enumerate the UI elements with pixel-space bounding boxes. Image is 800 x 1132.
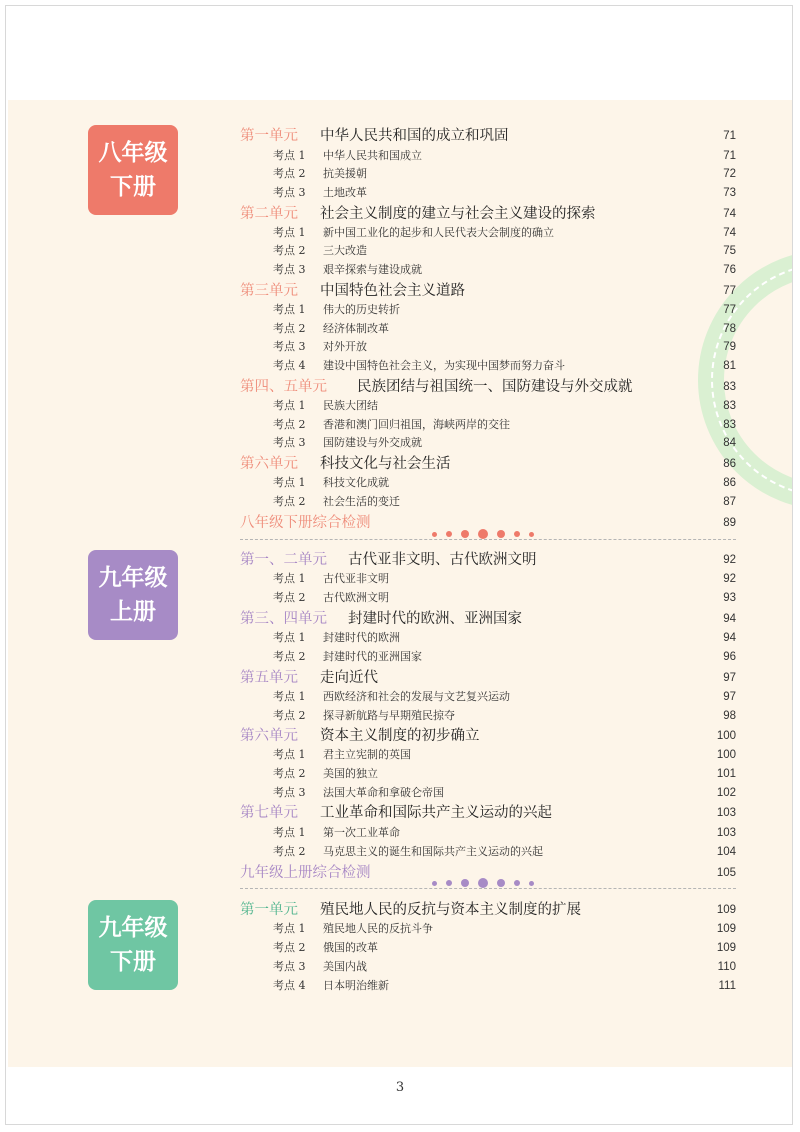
toc-point-row[interactable] (240, 920, 736, 938)
point-title: 艰辛探索与建设成就 (323, 263, 422, 276)
point-label: 考点 2 (273, 767, 306, 780)
separator-dot (446, 880, 452, 886)
test-title: 八年级下册综合检测 (240, 515, 371, 531)
point-label: 考点 4 (273, 979, 306, 992)
page-ref: 103 (716, 827, 736, 839)
point-title: 伟大的历史转折 (323, 303, 400, 316)
page-ref: 104 (716, 846, 736, 858)
unit-title: 资本主义制度的初步确立 (320, 728, 480, 744)
page-ref: 83 (723, 381, 736, 393)
separator-dot (432, 881, 437, 886)
unit-number: 第一单元 (240, 902, 298, 918)
point-label: 考点 1 (273, 149, 306, 162)
page-ref: 73 (723, 187, 736, 199)
point-label: 考点 2 (273, 244, 306, 257)
point-title: 古代亚非文明 (323, 572, 389, 585)
page-ref: 97 (723, 691, 736, 703)
page-ref: 72 (723, 168, 736, 180)
page-ref: 101 (716, 768, 736, 780)
toc-unit-row[interactable] (240, 282, 736, 300)
point-label: 考点 1 (273, 826, 306, 839)
point-title: 封建时代的亚洲国家 (323, 650, 422, 663)
point-label: 考点 1 (273, 303, 306, 316)
toc-unit-row[interactable] (240, 551, 736, 569)
point-label: 考点 2 (273, 418, 306, 431)
unit-number: 第七单元 (240, 805, 298, 821)
section-separator (240, 877, 736, 889)
page-ref: 94 (723, 632, 736, 644)
toc-point-row[interactable] (240, 357, 736, 375)
unit-number: 第五单元 (240, 670, 298, 686)
separator-dot (478, 529, 488, 539)
toc-point-row[interactable] (240, 977, 736, 995)
separator-dot (478, 878, 488, 888)
point-label: 考点 1 (273, 631, 306, 644)
point-title: 中华人民共和国成立 (323, 149, 422, 162)
toc-unit-row[interactable] (240, 378, 736, 396)
separator-dot (461, 879, 469, 887)
point-label: 考点 2 (273, 941, 306, 954)
point-title: 封建时代的欧洲 (323, 631, 400, 644)
point-label: 考点 2 (273, 495, 306, 508)
separator-line (240, 539, 736, 540)
page-ref: 75 (723, 245, 736, 257)
toc-unit-row[interactable] (240, 901, 736, 919)
grade-badge-9-first (88, 550, 178, 640)
page-ref: 83 (723, 419, 736, 431)
page-ref: 86 (723, 477, 736, 489)
unit-title: 中国特色社会主义道路 (320, 283, 465, 299)
page-ref: 78 (723, 323, 736, 335)
separator-dot (514, 531, 520, 537)
page-ref: 81 (723, 360, 736, 372)
point-title: 三大改造 (323, 244, 367, 257)
unit-number: 第三、四单元 (240, 611, 327, 627)
point-label: 考点 3 (273, 786, 306, 799)
separator-dot (432, 532, 437, 537)
toc-unit-row[interactable] (240, 205, 736, 223)
point-label: 考点 2 (273, 845, 306, 858)
unit-title: 社会主义制度的建立与社会主义建设的探索 (320, 206, 596, 222)
toc-point-row[interactable] (240, 301, 736, 319)
point-label: 考点 3 (273, 263, 306, 276)
point-label: 考点 1 (273, 922, 306, 935)
toc-point-row[interactable] (240, 338, 736, 356)
point-label: 考点 4 (273, 359, 306, 372)
unit-number: 第一单元 (240, 128, 298, 144)
page-ref: 105 (716, 867, 736, 879)
page-ref: 109 (716, 942, 736, 954)
badge-line1: 八年级 (98, 140, 168, 166)
unit-number: 第二单元 (240, 206, 298, 222)
unit-number: 第三单元 (240, 283, 298, 299)
unit-title: 科技文化与社会生活 (320, 456, 451, 472)
toc-point-row[interactable] (240, 570, 736, 588)
point-title: 美国内战 (323, 960, 367, 973)
page-ref: 89 (723, 517, 736, 529)
point-label: 考点 2 (273, 650, 306, 663)
toc-unit-row[interactable] (240, 127, 736, 145)
point-title: 经济体制改革 (323, 322, 389, 335)
point-label: 考点 1 (273, 748, 306, 761)
page-ref: 71 (723, 130, 736, 142)
toc-point-row[interactable] (240, 707, 736, 725)
unit-title: 民族团结与祖国统一、国防建设与外交成就 (357, 379, 633, 395)
unit-number: 第六单元 (240, 728, 298, 744)
point-title: 新中国工业化的起步和人民代表大会制度的确立 (323, 226, 554, 239)
unit-number: 第六单元 (240, 456, 298, 472)
test-title: 九年级上册综合检测 (240, 865, 371, 881)
page-ref: 71 (723, 150, 736, 162)
unit-number: 第一、二单元 (240, 552, 327, 568)
toc-point-row[interactable] (240, 242, 736, 260)
point-title: 民族大团结 (323, 399, 378, 412)
toc-unit-row[interactable] (240, 727, 736, 745)
toc-point-row[interactable] (240, 261, 736, 279)
page-ref: 109 (716, 923, 736, 935)
point-label: 考点 3 (273, 436, 306, 449)
toc-point-row[interactable] (240, 147, 736, 165)
separator-dot (529, 532, 534, 537)
point-label: 考点 1 (273, 476, 306, 489)
toc-unit-row[interactable] (240, 669, 736, 687)
separator-dot (446, 531, 452, 537)
page-ref: 100 (716, 749, 736, 761)
point-label: 考点 2 (273, 709, 306, 722)
toc-point-row[interactable] (240, 589, 736, 607)
separator-dot (529, 881, 534, 886)
point-label: 考点 2 (273, 322, 306, 335)
page-ref: 74 (723, 208, 736, 220)
point-title: 俄国的改革 (323, 941, 378, 954)
point-label: 考点 1 (273, 226, 306, 239)
page-ref: 83 (723, 400, 736, 412)
page-number: 3 (395, 1080, 405, 1095)
badge-line2: 下册 (110, 949, 156, 975)
unit-title: 走向近代 (320, 670, 378, 686)
badge-line1: 九年级 (98, 915, 168, 941)
point-title: 科技文化成就 (323, 476, 389, 489)
toc-point-row[interactable] (240, 320, 736, 338)
toc-unit-row[interactable] (240, 804, 736, 822)
page-ref: 86 (723, 458, 736, 470)
point-title: 探寻新航路与早期殖民掠夺 (323, 709, 455, 722)
point-title: 古代欧洲文明 (323, 591, 389, 604)
point-title: 国防建设与外交成就 (323, 436, 422, 449)
page-ref: 84 (723, 437, 736, 449)
section-separator (240, 528, 736, 540)
toc-point-row[interactable] (240, 416, 736, 434)
point-title: 君主立宪制的英国 (323, 748, 411, 761)
separator-dot (497, 879, 505, 887)
page-ref: 98 (723, 710, 736, 722)
badge-line1: 九年级 (98, 565, 168, 591)
toc-point-row[interactable] (240, 746, 736, 764)
point-title: 法国大革命和拿破仑帝国 (323, 786, 444, 799)
toc-point-row[interactable] (240, 824, 736, 842)
point-title: 对外开放 (323, 340, 367, 353)
toc-point-row[interactable] (240, 648, 736, 666)
point-title: 抗美援朝 (323, 167, 367, 180)
unit-number: 第四、五单元 (240, 379, 327, 395)
page-ref: 109 (716, 904, 736, 916)
page-ref: 94 (723, 613, 736, 625)
page-ref: 77 (723, 304, 736, 316)
badge-line2: 下册 (110, 174, 156, 200)
point-title: 殖民地人民的反抗斗争 (323, 922, 433, 935)
toc-unit-row[interactable] (240, 610, 736, 628)
toc-point-row[interactable] (240, 629, 736, 647)
page-ref: 79 (723, 341, 736, 353)
toc-point-row[interactable] (240, 688, 736, 706)
toc-point-row[interactable] (240, 184, 736, 202)
page-ref: 76 (723, 264, 736, 276)
unit-title: 中华人民共和国的成立和巩固 (320, 128, 509, 144)
point-label: 考点 3 (273, 960, 306, 973)
unit-title: 殖民地人民的反抗与资本主义制度的扩展 (320, 902, 581, 918)
point-title: 土地改革 (323, 186, 367, 199)
toc-point-row[interactable] (240, 765, 736, 783)
point-title: 日本明治维新 (323, 979, 389, 992)
point-label: 考点 3 (273, 340, 306, 353)
toc-point-row[interactable] (240, 165, 736, 183)
page-ref: 102 (716, 787, 736, 799)
point-label: 考点 1 (273, 399, 306, 412)
badge-line2: 上册 (110, 599, 156, 625)
grade-badge-8-second (88, 125, 178, 215)
point-title: 第一次工业革命 (323, 826, 400, 839)
toc-point-row[interactable] (240, 493, 736, 511)
separator-dot (497, 530, 505, 538)
point-label: 考点 2 (273, 591, 306, 604)
toc-point-row[interactable] (240, 784, 736, 802)
toc-point-row[interactable] (240, 958, 736, 976)
page-ref: 87 (723, 496, 736, 508)
toc-point-row[interactable] (240, 397, 736, 415)
point-title: 建设中国特色社会主义，为实现中国梦而努力奋斗 (323, 359, 565, 372)
point-label: 考点 2 (273, 167, 306, 180)
point-title: 美国的独立 (323, 767, 378, 780)
page-ref: 100 (716, 730, 736, 742)
toc-unit-row[interactable] (240, 455, 736, 473)
page-ref: 111 (718, 980, 736, 992)
grade-badge-9-second (88, 900, 178, 990)
separator-line (240, 888, 736, 889)
page-ref: 77 (723, 285, 736, 297)
page-ref: 103 (716, 807, 736, 819)
page-ref: 97 (723, 672, 736, 684)
toc-point-row[interactable] (240, 939, 736, 957)
page-ref: 93 (723, 592, 736, 604)
point-title: 马克思主义的诞生和国际共产主义运动的兴起 (323, 845, 543, 858)
point-label: 考点 1 (273, 572, 306, 585)
unit-title: 工业革命和国际共产主义运动的兴起 (320, 805, 552, 821)
unit-title: 封建时代的欧洲、亚洲国家 (348, 611, 522, 627)
point-title: 社会生活的变迁 (323, 495, 400, 508)
page-ref: 92 (723, 554, 736, 566)
page-ref: 92 (723, 573, 736, 585)
page-ref: 110 (717, 961, 736, 973)
point-title: 香港和澳门回归祖国，海峡两岸的交往 (323, 418, 510, 431)
toc-point-row[interactable] (240, 224, 736, 242)
toc-point-row[interactable] (240, 843, 736, 861)
toc-point-row[interactable] (240, 434, 736, 452)
separator-dot (461, 530, 469, 538)
page-ref: 96 (723, 651, 736, 663)
point-title: 西欧经济和社会的发展与文艺复兴运动 (323, 690, 510, 703)
point-label: 考点 1 (273, 690, 306, 703)
separator-dot (514, 880, 520, 886)
toc-point-row[interactable] (240, 474, 736, 492)
point-label: 考点 3 (273, 186, 306, 199)
unit-title: 古代亚非文明、古代欧洲文明 (348, 552, 537, 568)
page-ref: 74 (723, 227, 736, 239)
